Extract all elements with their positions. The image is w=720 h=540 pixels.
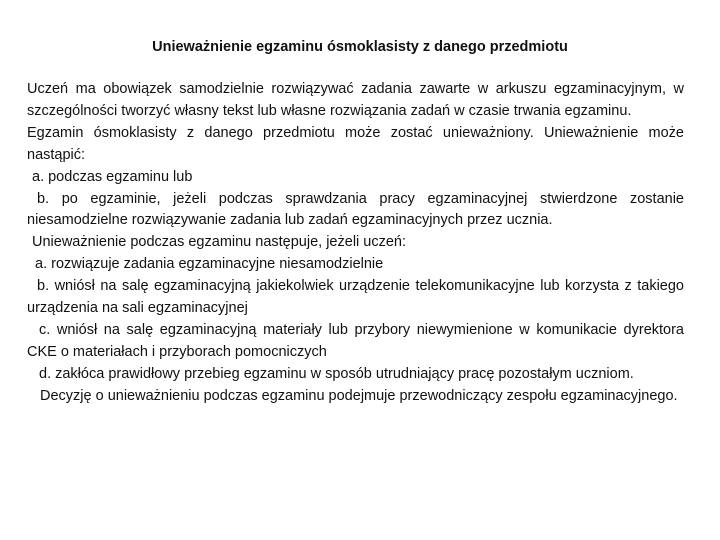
list-item-after-exam: b. po egzaminie, jeżeli podczas sprawdzania pracy egzaminacyjnej stwierdzone zostanie niesamodzielne rozwiązywanie zadania lub zadań egzaminacyjnych przez ucznia. bbox=[27, 190, 684, 229]
list-item-condition-c: c. wniósł na salę egzaminacyjną materiały lub przybory niewymienione w komunikacie dyrektora CKE o materiałach i przyborach pomocniczych bbox=[27, 321, 684, 360]
paragraph-invalidation-intro: Egzamin ósmoklasisty z danego przedmiotu może zostać unieważniony. Unieważnienie może nastąpić: bbox=[27, 124, 684, 163]
list-item-during-exam: a. podczas egzaminu lub bbox=[32, 168, 193, 185]
page-title: Unieważnienie egzaminu ósmoklasisty z danego przedmiotu bbox=[152, 39, 568, 55]
paragraph-obligation: Uczeń ma obowiązek samodzielnie rozwiązywać zadania zawarte w arkuszu egzaminacyjnym, w szczególności tworzyć własny tekst lub własne rozwiązania zadań w czasie trwania egzaminu. bbox=[27, 81, 684, 119]
list-item-condition-d: d. zakłóca prawidłowy przebieg egzaminu w sposób utrudniający pracę pozostałym uczniom. bbox=[39, 365, 634, 382]
list-item-condition-b: b. wniósł na salę egzaminacyjną jakiekolwiek urządzenie telekomunikacyjne lub korzysta z takiego urządzenia na sali egzaminacyjnej bbox=[27, 278, 684, 317]
paragraph-conditions-intro: Unieważnienie podczas egzaminu następuje, jeżeli uczeń: bbox=[32, 234, 407, 251]
paragraph-decision: Decyzję o unieważnieniu podczas egzaminu podejmuje przewodniczący zespołu egzaminacyjnego. bbox=[40, 387, 678, 404]
list-item-condition-a: a. rozwiązuje zadania egzaminacyjne niesamodzielnie bbox=[35, 256, 384, 273]
document-body bbox=[27, 79, 684, 408]
